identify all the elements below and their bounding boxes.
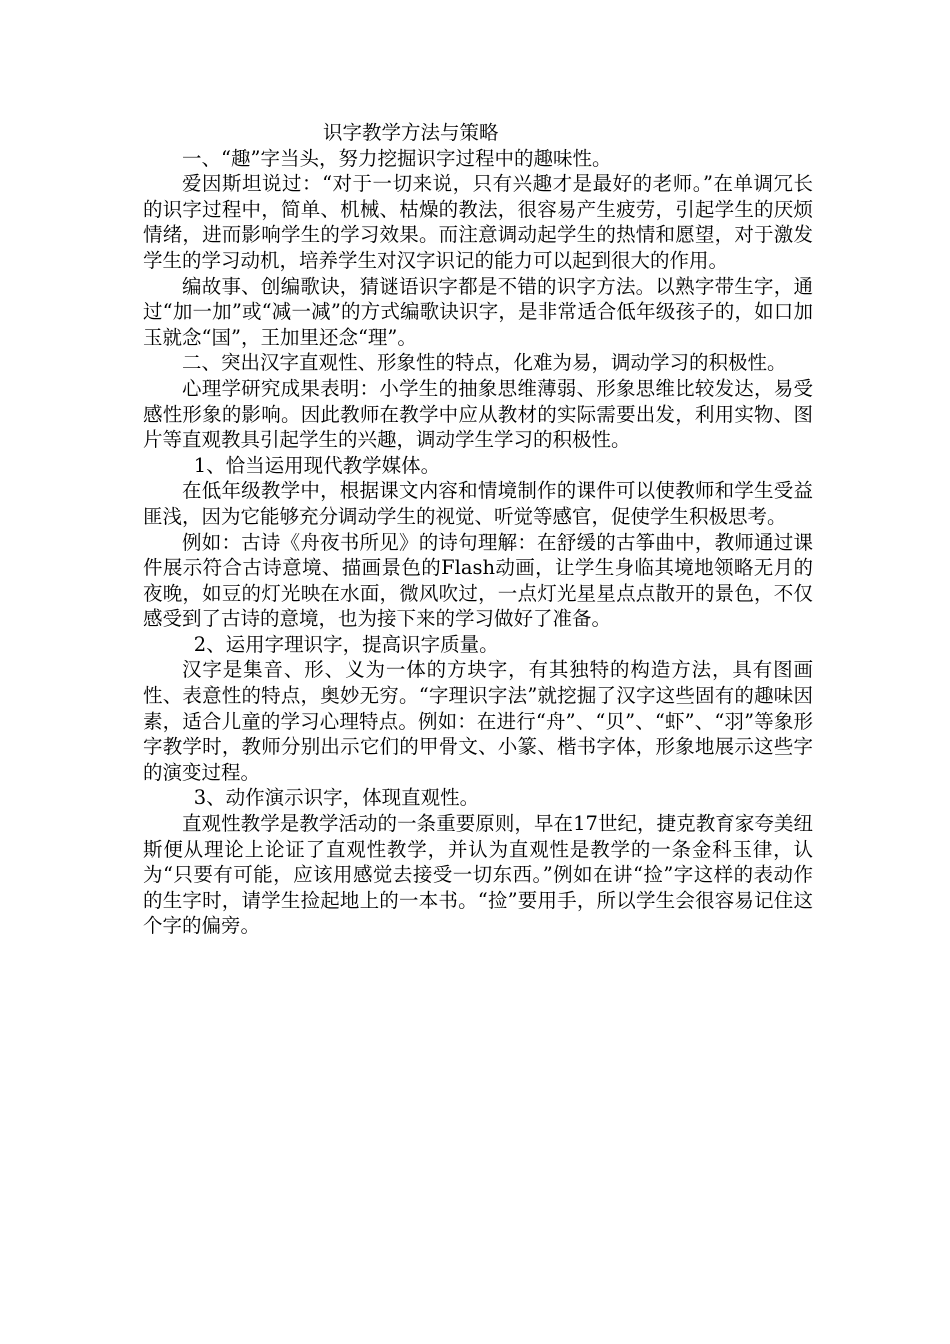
document-title: 识字教学方法与策略	[323, 121, 499, 144]
paragraph-heading-1: 一、“趣”字当头，努力挖掘识字过程中的趣味性。	[182, 146, 612, 170]
document-body	[143, 120, 813, 939]
paragraph: 爱因斯坦说过：“对于一切来说，只有兴趣才是最好的老师。”在单调冗长的识字过程中，简单、机械、枯燥的教法，很容易产生疲劳，引起学生的厌烦情绪，进而影响学生的学习效果。而注意调动起学生的热情和愿望，对于激发学生的学习动机，培养学生对汉字识记的能力可以起到很大的作用。	[143, 172, 813, 272]
paragraph: 直观性教学是教学活动的一条重要原则，早在17世纪，捷克教育家夸美纽斯便从理论上论证了直观性教学，并认为直观性是教学的一条金科玉律，认为“只要有可能，应该用感觉去接受一切东西。”例如在讲“捡”字这样的表动作的生字时，请学生捡起地上的一本书。“捡”要用手，所以学生会很容易记住这个字的偏旁。	[143, 812, 813, 938]
subheading-3: 3、动作演示识字，体现直观性。	[193, 786, 480, 810]
subheading-1: 1、恰当运用现代教学媒体。	[193, 453, 441, 477]
paragraph: 编故事、创编歌诀，猜谜语识字都是不错的识字方法。以熟字带生字，通过“加一加”或“减一减”的方式编歌诀识字，是非常适合低年级孩子的，如口加玉就念“国”，王加里还念“理”。	[143, 274, 813, 349]
paragraph: 心理学研究成果表明：小学生的抽象思维薄弱、形象思维比较发达，易受感性形象的影响。因此教师在教学中应从教材的实际需要出发，利用实物、图片等直观教具引起学生的兴趣，调动学生学习的积极性。	[143, 376, 813, 452]
subheading-2: 2、运用字理识字，提高识字质量。	[193, 632, 499, 656]
paragraph: 汉字是集音、形、义为一体的方块字，有其独特的构造方法，具有图画性、表意性的特点，奥妙无穷。“字理识字法”就挖掘了汉字这些固有的趣味因素，适合儿童的学习心理特点。例如：在进行“舟”、“贝”、“虾”、“羽”等象形字教学时，教师分别出示它们的甲骨文、小篆、楷书字体，形象地展示这些字的演变过程。	[143, 658, 813, 784]
paragraph-heading-2: 二、突出汉字直观性、形象性的特点，化难为易，调动学习的积极性。	[182, 351, 787, 375]
paragraph: 在低年级教学中，根据课文内容和情境制作的课件可以使教师和学生受益匪浅，因为它能够充分调动学生的视觉、听觉等感官，促使学生积极思考。	[143, 479, 813, 528]
paragraph: 例如：古诗《舟夜书所见》的诗句理解：在舒缓的古筝曲中，教师通过课件展示符合古诗意境、描画景色的Flash动画，让学生身临其境地领略无月的夜晚，如豆的灯光映在水面，微风吹过，一点灯光星星点点散开的景色，不仅感受到了古诗的意境，也为接下来的学习做好了准备。	[143, 530, 813, 631]
